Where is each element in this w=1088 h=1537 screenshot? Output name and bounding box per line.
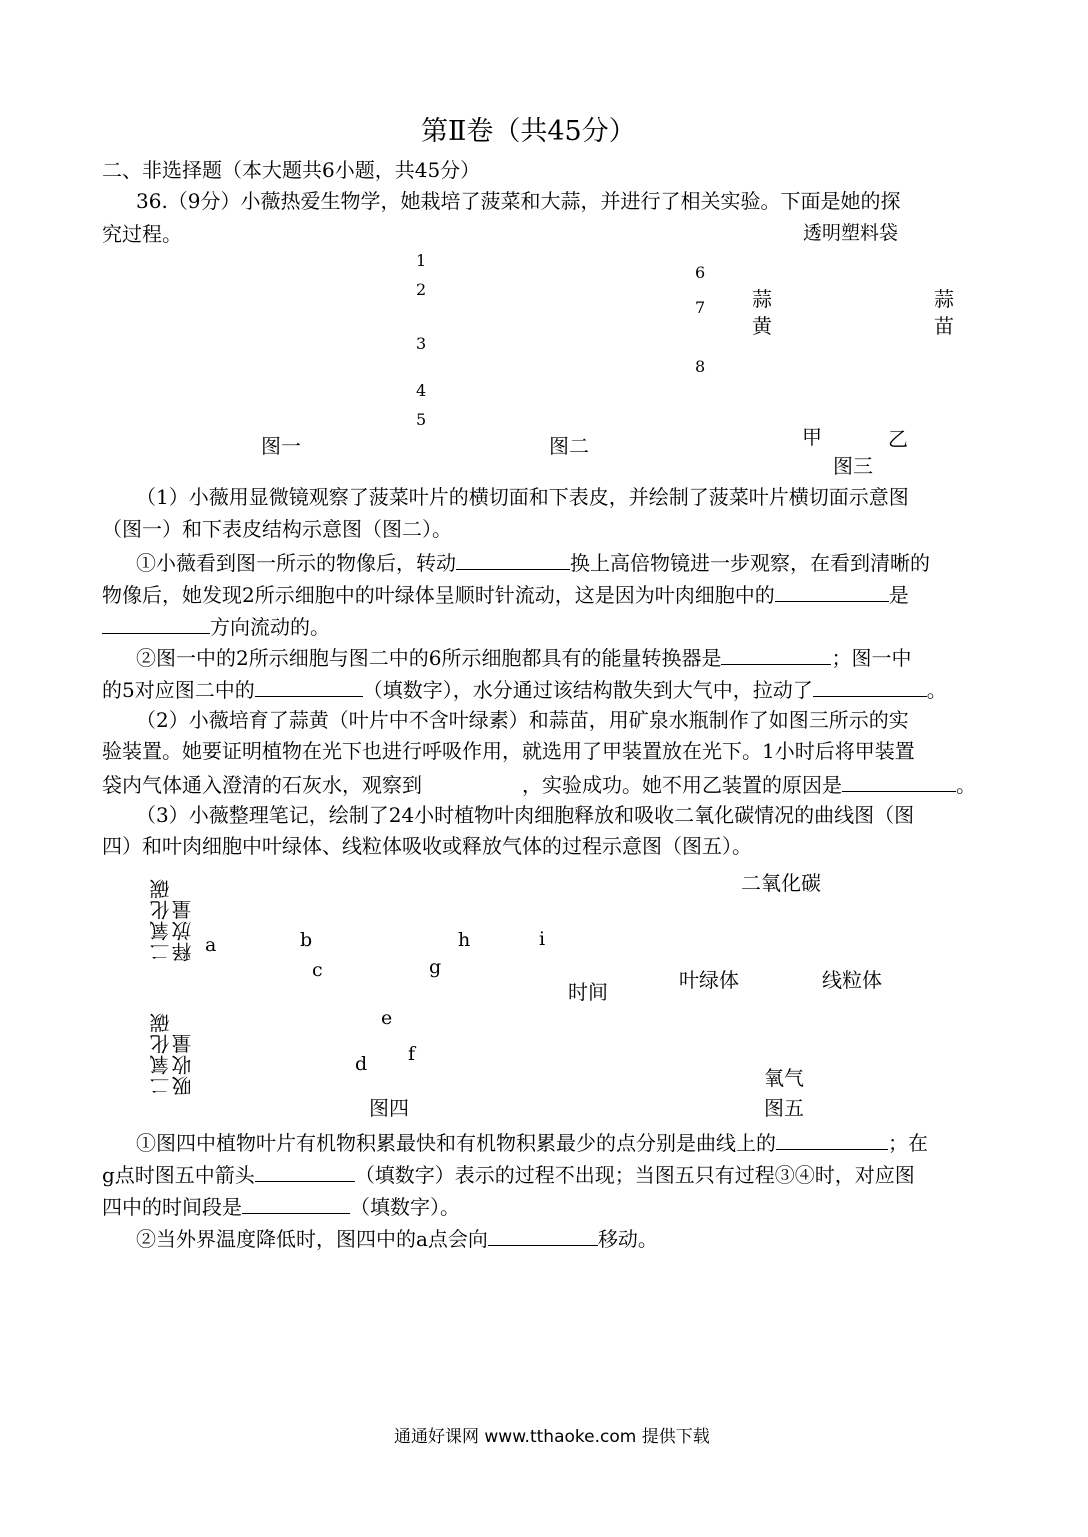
p3b-line (136, 1227, 658, 1249)
p1a-line2 (102, 583, 909, 605)
fig4-caption: 图四 (369, 1096, 409, 1120)
fig3-bag-label: 透明塑料袋 (803, 222, 899, 244)
p3a-text-f: （填数字）。 (350, 1195, 460, 1219)
blank-curve-points[interactable] (776, 1131, 888, 1150)
fig2-label-7: 7 (695, 298, 706, 317)
fig4-ylabel-top-line1: 二氧化碳 (149, 878, 173, 962)
section-header: 二、非选择题（本大题共6小题，共45分） (102, 158, 481, 182)
fig3-garlic-yellow-1: 蒜 (752, 287, 772, 311)
p3-line2: 四）和叶肉细胞中叶绿体、线粒体吸收或释放气体的过程示意图（图五）。 (102, 834, 752, 858)
p3a-text-d: （填数字）表示的过程不出现；当图五只有过程③④时，对应图 (354, 1163, 915, 1187)
p2-line2: 验装置。她要证明植物在光下也进行呼吸作用，就选用了甲装置放在光下。1小时后将甲装置 (102, 739, 915, 763)
fig1-label-2: 2 (416, 280, 427, 299)
p1a-line3 (102, 615, 330, 637)
fig4-point-d: d (355, 1053, 368, 1075)
fig4-point-c: c (312, 959, 323, 981)
p3a-text-c: g点时图五中箭头 (102, 1163, 255, 1187)
p3a-text-b: ；在 (888, 1131, 928, 1155)
fig5-chloroplast-label: 叶绿体 (679, 968, 739, 992)
p1b-text-b: ；图一中 (831, 646, 912, 670)
p2-text-b: ，实验成功。她不用乙装置的原因是 (522, 773, 842, 797)
fig4-point-g: g (429, 956, 442, 978)
fig4-ylabel-top-line2: 释放量 (171, 899, 195, 962)
page-title: 第Ⅱ卷（共45分） (421, 116, 636, 147)
p1a-text-e: 方向流动的。 (210, 615, 330, 639)
fig4-point-f: f (408, 1043, 416, 1065)
p3a-line1 (136, 1131, 928, 1153)
p2-text-c: 。 (956, 773, 976, 797)
blank-transport[interactable] (813, 678, 927, 697)
blank-objective-converter[interactable] (456, 551, 570, 570)
blank-energy-converter[interactable] (721, 646, 831, 665)
blank-reason-yi[interactable] (842, 773, 956, 792)
q36-intro-line2: 究过程。 (102, 222, 182, 246)
p1-line1: （1）小薇用显微镜观察了菠菜叶片的横切面和下表皮，并绘制了菠菜叶片横切面示意图 (136, 485, 909, 509)
fig3-garlic-sprout-1: 蒜 (934, 287, 954, 311)
p1b-text-c: 的5对应图二中的 (102, 678, 255, 702)
p1b-text-d: （填数字），水分通过该结构散失到大气中，拉动了 (362, 678, 813, 702)
p1a-text-d: 是 (888, 583, 909, 607)
p1a-text-c: 物像后，她发现2所示细胞中的叶绿体呈顺时针流动，这是因为叶肉细胞中的 (102, 583, 775, 607)
fig1-label-5: 5 (416, 410, 427, 429)
fig5-oxygen-label: 氧气 (764, 1066, 804, 1090)
fig3-yi-label: 乙 (888, 427, 908, 451)
blank-time-period[interactable] (242, 1195, 350, 1214)
p3b-text-a: ②当外界温度降低时，图四中的a点会向 (136, 1227, 488, 1251)
fig4-xlabel: 时间 (568, 980, 608, 1004)
p1b-text-a: ②图一中的2所示细胞与图二中的6所示细胞都具有的能量转换器是 (136, 646, 722, 670)
blank-cytoplasm[interactable] (775, 583, 889, 602)
fig1-label-4: 4 (416, 381, 427, 400)
fig5-caption: 图五 (764, 1096, 804, 1120)
fig4-point-b: b (300, 929, 313, 951)
fig5-co2-label: 二氧化碳 (741, 871, 821, 895)
fig1-label-1: 1 (416, 251, 427, 270)
blank-flow-direction[interactable] (102, 615, 210, 634)
fig2-caption: 图二 (549, 434, 589, 458)
p3b-text-b: 移动。 (597, 1227, 658, 1251)
fig4-ylabel-bottom-line2: 吸收量 (171, 1033, 195, 1096)
q36-intro-line1: 36.（9分）小薇热爱生物学，她栽培了菠菜和大蒜，并进行了相关实验。下面是她的探 (136, 189, 901, 213)
fig4-point-e: e (381, 1007, 393, 1029)
fig2-label-6: 6 (695, 263, 706, 282)
p3-line1: （3）小薇整理笔记，绘制了24小时植物叶肉细胞释放和吸收二氧化碳情况的曲线图（图 (136, 803, 915, 827)
fig3-garlic-sprout-2: 苗 (934, 314, 954, 338)
p1b-line1 (136, 646, 911, 668)
fig3-caption: 图三 (833, 454, 873, 478)
p1-line2: （图一）和下表皮结构示意图（图二）。 (102, 517, 452, 541)
p1b-text-e: 。 (926, 678, 947, 702)
p1a-text-b: 换上高倍物镜进一步观察，在看到清晰的 (570, 551, 930, 575)
p1b-line2 (102, 678, 947, 700)
p2-line3 (102, 773, 976, 795)
fig5-mitochondria-label: 线粒体 (822, 968, 882, 992)
fig4-ylabel-bottom-line1: 二氧化碳 (149, 1012, 173, 1096)
p3a-text-e: 四中的时间段是 (102, 1195, 242, 1219)
fig4-point-i: i (539, 928, 546, 950)
fig3-jia-label: 甲 (802, 425, 822, 449)
fig4-ylabel-top (150, 878, 194, 962)
fig3-garlic-yellow-2: 黄 (752, 314, 772, 338)
fig4-point-h: h (458, 929, 471, 951)
p2-text-a: 袋内气体通入澄清的石灰水，观察到 (102, 773, 422, 797)
p2-line1: （2）小薇培育了蒜黄（叶片中不含叶绿素）和蒜苗，用矿泉水瓶制作了如图三所示的实 (136, 708, 909, 732)
page-footer: 通通好课网 www.tthaoke.com 提供下载 (394, 1427, 710, 1447)
fig4-point-a: a (205, 934, 217, 956)
fig1-caption: 图一 (261, 434, 301, 458)
blank-arrow-number[interactable] (255, 1163, 355, 1182)
blank-structure-number[interactable] (255, 678, 363, 697)
blank-direction[interactable] (488, 1227, 598, 1246)
fig1-label-3: 3 (416, 334, 427, 353)
fig4-ylabel-bottom (150, 1012, 194, 1096)
p1a-text-a: ①小薇看到图一所示的物像后，转动 (136, 551, 456, 575)
p3a-text-a: ①图四中植物叶片有机物积累最快和有机物积累最少的点分别是曲线上的 (136, 1131, 776, 1155)
p3a-line2 (102, 1163, 915, 1185)
p1a-line1 (136, 551, 930, 573)
p3a-line3 (102, 1195, 460, 1217)
fig2-label-8: 8 (695, 357, 706, 376)
